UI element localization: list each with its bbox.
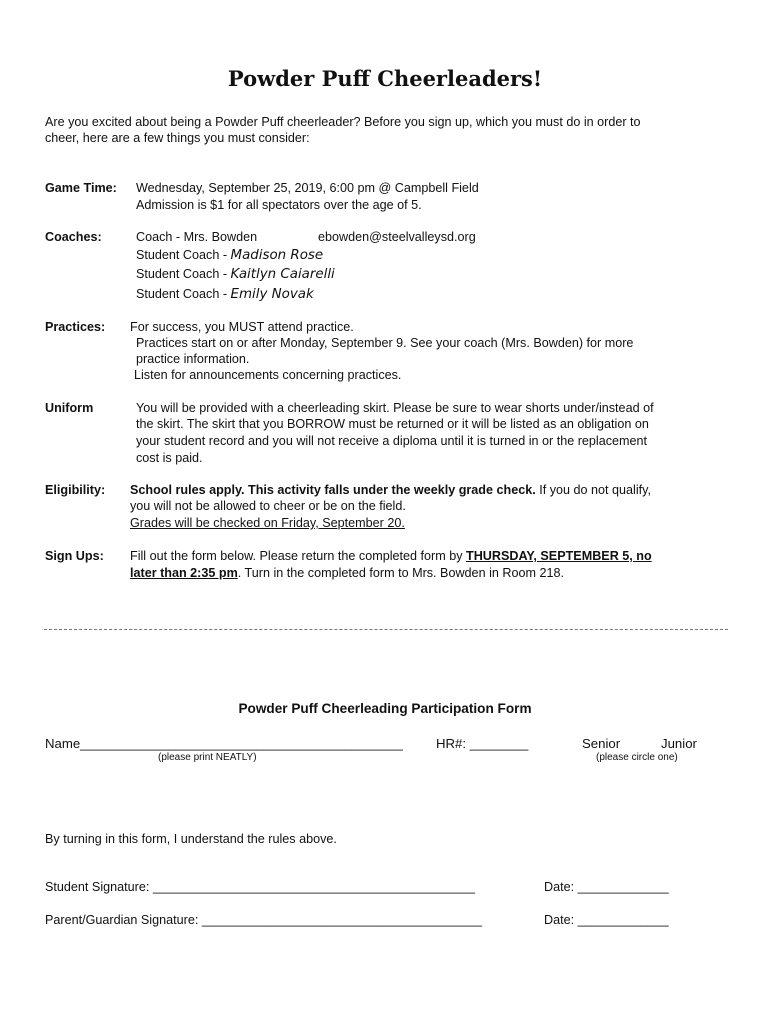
eligibility-rules: School rules apply. This activity falls under the weekly grade check.	[130, 483, 536, 497]
name-hint: (please print NEATLY)	[158, 752, 257, 763]
form-title: Powder Puff Cheerleading Participation Form	[238, 701, 532, 716]
signups-label: Sign Ups:	[45, 549, 104, 563]
eligibility-line-1	[130, 482, 651, 499]
signups-line-2	[130, 565, 564, 582]
student-coach-prefix: Student Coach -	[136, 287, 231, 301]
uniform-line-1: You will be provided with a cheerleading skirt. Please be sure to wear shorts under/instead of	[136, 401, 654, 415]
student-coach-3	[136, 286, 314, 304]
student-date-field[interactable]: Date: _____________	[544, 880, 669, 894]
hr-field[interactable]: HR#: ________	[436, 736, 529, 751]
grade-option-junior[interactable]: Junior	[661, 736, 697, 751]
student-coach-2	[136, 266, 335, 284]
student-coach-name: Kaitlyn Caiarelli	[230, 267, 335, 282]
practices-label: Practices:	[45, 320, 106, 334]
student-coach-name: Emily Novak	[230, 287, 314, 302]
name-field[interactable]: Name____________________________________________	[45, 736, 403, 751]
practices-line-3: practice information.	[136, 352, 250, 366]
eligibility-label: Eligibility:	[45, 483, 106, 497]
intro-line-1: Are you excited about being a Powder Puff cheerleader? Before you sign up, which you must do in order to	[45, 115, 641, 129]
grade-option-senior[interactable]: Senior	[582, 736, 621, 751]
uniform-label: Uniform	[45, 401, 94, 415]
coaches-label: Coaches:	[45, 230, 102, 244]
game-time-line-1: Wednesday, September 25, 2019, 6:00 pm @ Campbell Field	[136, 181, 479, 195]
student-coach-prefix: Student Coach -	[136, 248, 231, 262]
game-time-label: Game Time:	[45, 181, 117, 195]
head-coach: Coach - Mrs. Bowden	[136, 230, 258, 244]
eligibility-line-2: you will not be allowed to cheer or be on the field.	[130, 499, 406, 513]
signups-deadline: THURSDAY, SEPTEMBER 5, no	[466, 549, 652, 563]
grade-hint: (please circle one)	[596, 752, 678, 763]
student-coach-name: Madison Rose	[230, 248, 324, 263]
signups-turn-in: . Turn in the completed form to Mrs. Bowden in Room 218.	[237, 566, 564, 580]
game-time-line-2: Admission is $1 for all spectators over the age of 5.	[136, 198, 422, 212]
uniform-line-3: your student record and you will not receive a diploma until it is turned in or the replacement	[136, 434, 648, 448]
signups-instruction: Fill out the form below. Please return the completed form by	[130, 549, 466, 563]
practices-line-1: For success, you MUST attend practice.	[130, 320, 354, 334]
student-coach-1	[136, 247, 323, 265]
signups-line-1	[130, 548, 652, 565]
page-title: Powder Puff Cheerleaders!	[227, 66, 543, 91]
student-coach-prefix: Student Coach -	[136, 267, 231, 281]
student-signature-field[interactable]: Student Signature: ______________________________________________	[45, 880, 476, 894]
practices-line-2: Practices start on or after Monday, September 9. See your coach (Mrs. Bowden) for more	[136, 336, 634, 350]
eligibility-qualify: If you do not qualify,	[535, 483, 651, 497]
coach-email: ebowden@steelvalleysd.org	[318, 230, 476, 244]
parent-signature-field[interactable]: Parent/Guardian Signature: ________________________________________	[45, 913, 482, 927]
intro-line-2: cheer, here are a few things you must consider:	[45, 131, 310, 145]
uniform-line-4: cost is paid.	[136, 451, 203, 465]
cut-line-divider	[44, 629, 728, 630]
signups-deadline-time: later than 2:35 pm	[130, 566, 238, 580]
eligibility-grade-check-date: Grades will be checked on Friday, September 20.	[130, 516, 405, 530]
practices-line-4: Listen for announcements concerning practices.	[134, 368, 402, 382]
uniform-line-2: the skirt. The skirt that you BORROW must be returned or it will be listed as an obligation on	[136, 417, 649, 431]
agreement-text: By turning in this form, I understand the rules above.	[45, 832, 337, 846]
parent-date-field[interactable]: Date: _____________	[544, 913, 669, 927]
